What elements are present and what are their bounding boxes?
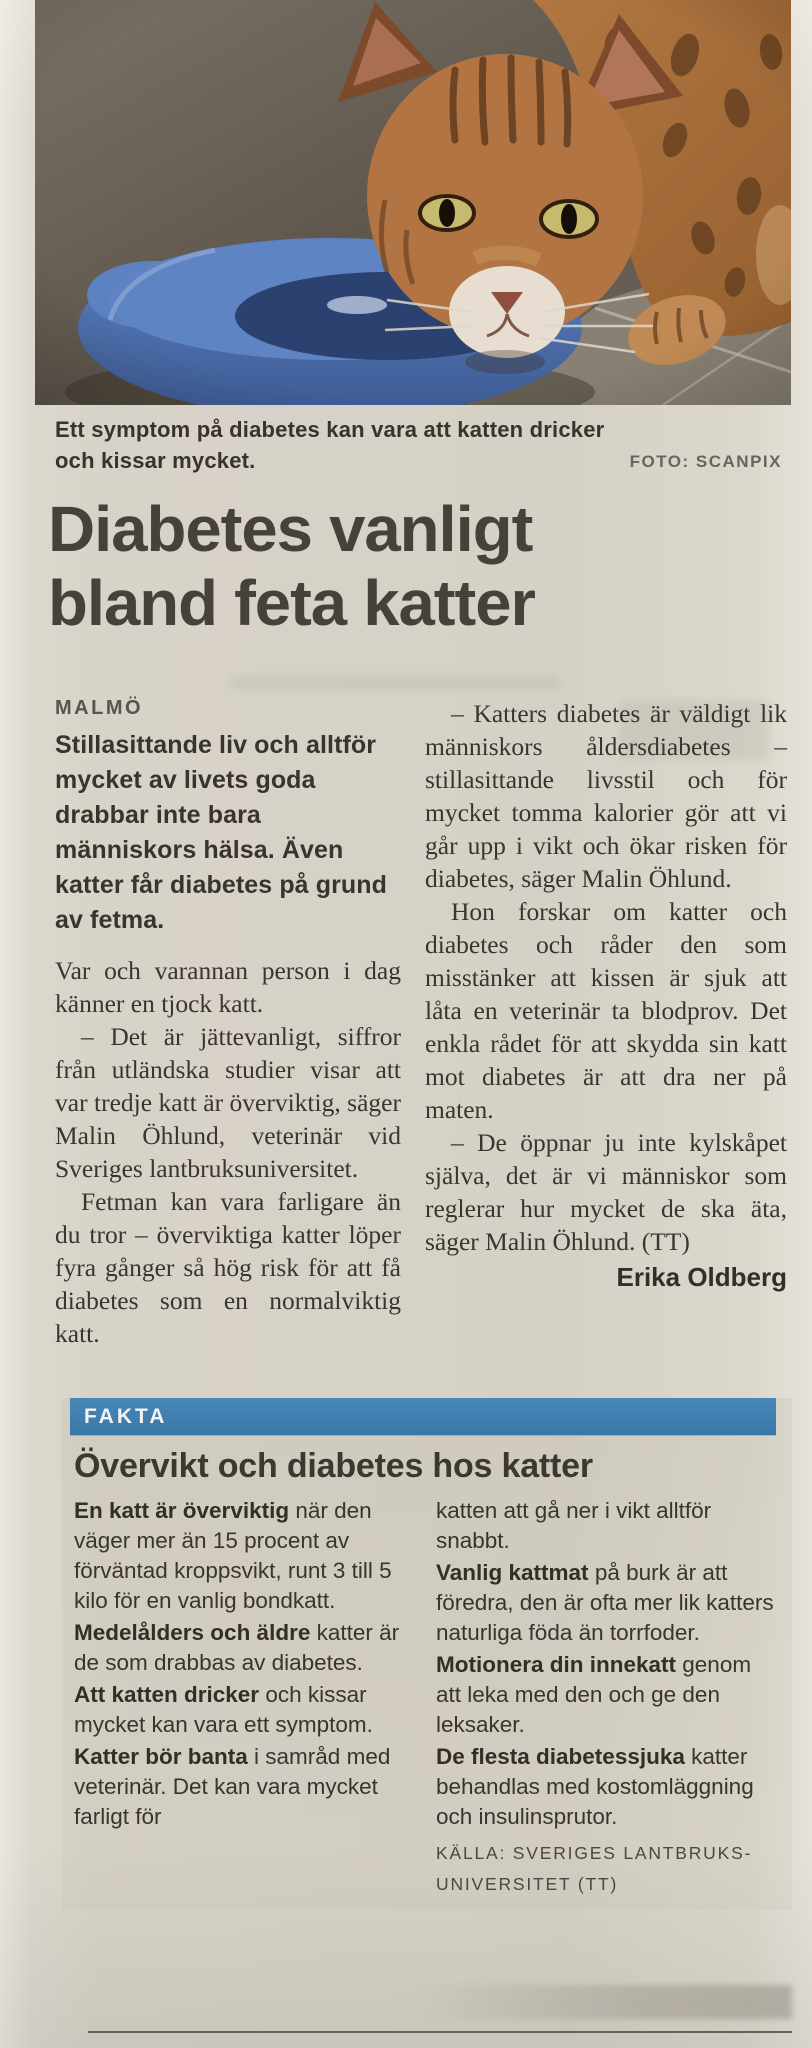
fakta-item-lead: Medelålders och äldre [74, 1620, 311, 1645]
fakta-item-lead: Katter bör banta [74, 1744, 248, 1769]
fakta-item-lead: De flesta diabetessjuka [436, 1744, 685, 1769]
source-line-1: KÄLLA: SVERIGES LANTBRUKS- [436, 1843, 753, 1863]
article-column-left [55, 697, 401, 1350]
photo-vignette [35, 0, 791, 405]
fakta-item [436, 1496, 776, 1556]
paragraph: – De öppnar ju inte kylskåpet själva, det är vi människor som reglerar hur mycket de ska äta, säger Malin Öhlund. (TT) [425, 1128, 787, 1256]
fakta-item-lead: Motionera din innekatt [436, 1652, 677, 1677]
cat-photo-illustration [35, 0, 791, 405]
paragraph: – Katters diabetes är väldigt lik människors åldersdiabetes – stillasittande livsstil och för mycket tomma kalorier gör att vi går upp i vikt och ökar risken för diabetes, säger Malin Öhlund. [425, 699, 787, 893]
page-bottom-rule [88, 2031, 792, 2033]
photo-caption: Ett symptom på diabetes kan vara att katten dricker och kissar mycket. [55, 417, 605, 473]
fakta-item-text: katter behandlas med kostomläggning och insulinsprutor. [436, 1744, 754, 1829]
fakta-item [436, 1742, 776, 1832]
print-bleed-artifact [230, 676, 560, 689]
right-column-text [425, 697, 787, 1258]
paragraph: Var och varannan person i dag känner en tjock katt. [55, 956, 401, 1018]
fakta-item-text: när den väger mer än 15 procent av förväntad kroppsvikt, runt 3 till 5 kilo för en vanlig bondkatt. [74, 1498, 392, 1613]
fakta-header-bar [70, 1398, 776, 1435]
headline-line-1: Diabetes vanligt [48, 493, 533, 565]
fakta-item-text: på burk är att föredra, den är ofta mer lik katters naturliga föda än torrfoder. [436, 1560, 774, 1645]
fakta-item [74, 1680, 402, 1740]
paragraph: – Det är jättevanligt, siffror från utländska studier visar att var tredje katt är överviktig, säger Malin Öhlund, veterinär vid Sveriges lantbruksuniversitet. [55, 1022, 401, 1183]
fakta-item-lead: En katt är överviktig [74, 1498, 290, 1523]
article-headline [48, 492, 535, 640]
photo-caption-row [55, 414, 790, 476]
article-body [55, 697, 787, 1350]
fakta-item-lead: Vanlig kattmat [436, 1560, 589, 1585]
fakta-source [436, 1838, 776, 1900]
fakta-item-lead: Att katten dricker [74, 1682, 260, 1707]
fakta-label: FAKTA [84, 1404, 168, 1428]
source-line-2: UNIVERSITET (TT) [436, 1874, 619, 1894]
photo-credit: FOTO: SCANPIX [629, 452, 782, 471]
fakta-item-text: katten att gå ner i vikt alltför snabbt. [436, 1498, 712, 1553]
paragraph: Hon forskar om katter och diabetes och råder den som misstänker att kissen är sjuk att låta en veterinär ta blodprov. Det enkla rådet för att skydda sin katt mot diabetes är att dra ner på maten. [425, 897, 787, 1124]
fakta-item-text: katter är de som drabbas av diabetes. [74, 1620, 400, 1675]
fakta-item [74, 1618, 402, 1678]
fakta-item [436, 1650, 776, 1740]
fakta-item [74, 1742, 402, 1832]
left-column-text [55, 954, 401, 1350]
fakta-item-text: genom att leka med den och ge den leksaker. [436, 1652, 752, 1737]
page-bottom-smudge [420, 1985, 792, 2019]
fakta-columns [62, 1496, 792, 1900]
fakta-item [436, 1558, 776, 1648]
fakta-column-right [436, 1496, 776, 1900]
byline: Erika Oldberg [616, 1262, 787, 1292]
paragraph: Fetman kan vara farligare än du tror – överviktiga katter löper fyra gånger så hög risk för att få diabetes som en normalviktig katt. [55, 1187, 401, 1348]
lead-paragraph: Stillasittande liv och alltför mycket av livets goda drabbar inte bara människors hälsa. Även katter får diabetes på grund av fetma. [55, 731, 388, 934]
headline-line-2: bland feta katter [48, 567, 535, 639]
fakta-column-left [74, 1496, 402, 1900]
fakta-item-text: och kissar mycket kan vara ett symptom. [74, 1682, 373, 1737]
fakta-title: Övervikt och diabetes hos katter [74, 1447, 593, 1485]
fakta-box [62, 1398, 792, 1910]
fakta-item-text: i samråd med veterinär. Det kan vara mycket farligt för [74, 1744, 391, 1829]
dateline: MALMÖ [55, 697, 144, 719]
article-column-right [425, 697, 787, 1350]
news-photo-cat-drinking [35, 0, 791, 405]
fakta-item [74, 1496, 402, 1616]
